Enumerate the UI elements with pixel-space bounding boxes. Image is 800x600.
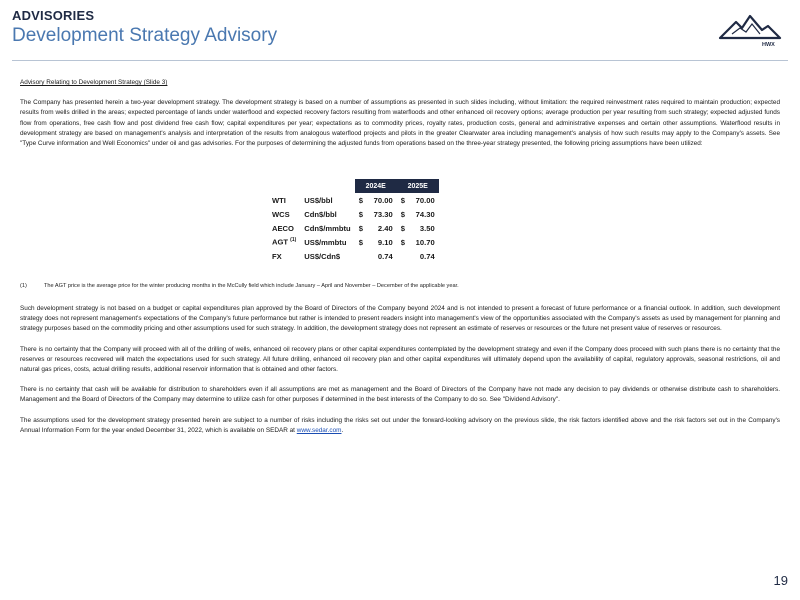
footnote-text: The AGT price is the average price for the winter producing months in the McCully field which include January – April and November – December of the applicable year. — [44, 283, 459, 289]
subheading: Advisory Relating to Development Strategy (Slide 3) — [20, 79, 168, 86]
currency-symbol — [355, 207, 365, 221]
cell-value-text: 0.74 — [377, 251, 393, 261]
row-label-text: WCS — [272, 209, 290, 219]
footnote — [20, 283, 459, 289]
cell-value-text: 73.30 — [373, 209, 393, 219]
row-label — [268, 193, 300, 207]
currency-symbol-text: $ — [358, 195, 363, 205]
cell-value-text: 3.50 — [419, 223, 435, 233]
sedar-link[interactable]: www.sedar.com — [296, 426, 342, 434]
cell-value-text: 0.74 — [419, 251, 435, 261]
table-row — [268, 207, 439, 221]
cell-value-text: 10.70 — [415, 237, 435, 247]
row-unit-text: US$/mmbtu — [304, 237, 347, 247]
row-unit-text: Cdn$/mmbtu — [304, 223, 351, 233]
currency-symbol-text: $ — [400, 209, 405, 219]
superscript-footnote-ref: (1) — [290, 237, 297, 244]
table-row — [268, 221, 439, 235]
section-label: ADVISORIES — [12, 8, 95, 23]
lower-content — [20, 304, 780, 446]
paragraph: There is no certainty that cash will be available for distribution to shareholders even if all assumptions are met as management and the Board of Directors of the Company have not made any decision to pay dividends or otherwise distribute cash to shareholders. Management and the Board of Directors of the Company may determine to utilize cash for other purposes if determined in the best interests of the Company to do so. See "Dividend Advisory". — [20, 386, 780, 404]
currency-symbol — [397, 207, 407, 221]
main-content — [20, 78, 780, 159]
row-unit-text: US$/bbl — [304, 195, 333, 205]
row-unit — [300, 207, 354, 221]
cell-value — [365, 235, 397, 249]
row-unit — [300, 221, 354, 235]
paragraph: Such development strategy is not based on a budget or capital expenditures plan approved by the Board of Directors of the Company beyond 2024 and is not intended to present a forecast of future performance or a financial outlook. In addition, such development strategy does not represent management's expectations of the Company's future performance but rather is intended to present readers insight into management's view of the opportunities associated with the Company's assets as used by management for planning and strategy purposes based on the commodity pricing and other assumptions used for such strategy. In addition, the development strategy does not represent an estimate of reserves or resources or the future net present value of reserves or resources. — [20, 305, 780, 333]
row-label-text: FX — [272, 251, 282, 261]
cell-value — [407, 193, 439, 207]
paragraph — [20, 416, 780, 436]
cell-value-text: 70.00 — [415, 195, 435, 205]
cell-value — [365, 193, 397, 207]
page-title: Development Strategy Advisory — [12, 25, 278, 46]
currency-symbol-text: $ — [358, 209, 363, 219]
cell-value — [407, 221, 439, 235]
cell-value — [365, 249, 397, 263]
paragraph-end: . — [341, 426, 344, 434]
row-label-text: WTI — [272, 195, 286, 205]
cell-value — [407, 207, 439, 221]
currency-symbol — [397, 249, 407, 263]
row-label — [268, 207, 300, 221]
row-label-text: AECO — [272, 223, 294, 233]
cell-value-text: 2.40 — [377, 223, 393, 233]
currency-symbol — [397, 221, 407, 235]
currency-symbol — [355, 235, 365, 249]
cell-value-text: 9.10 — [377, 237, 393, 247]
paragraph: There is no certainty that the Company will proceed with all of the drilling of wells, enhanced oil recovery plans or other capital expenditures contemplated by the development strategy and even if the Company does proceed with such plans there is no certainty that the reserves or resources recovered will match the expectations used for such strategy. All future drilling, enhanced oil recovery plan and other capital expenditures will ultimately depend upon the availability of capital, regulatory approvals, seasonal restrictions, oil and natural gas prices, costs, actual drilling results, additional reservoir information that is obtained and other factors. — [20, 345, 780, 374]
cell-value — [407, 235, 439, 249]
intro-paragraph: The Company has presented herein a two-year development strategy. The development strategy is based on a number of assumptions as presented in such slides including, without limitation: the required reinvestment rates required to maintain production; expected results from wells drilled in the areas; expected percentage of lands under waterflood and expected recovery factors resulting from waterfloods and other enhanced oil recovery options; average production per year resulting from such strategy; expected adjusted funds flow from operations, free cash flow and post dividend free cash flow; capital expenditures per year; expectations as to commodity prices, royalty rates, production costs, general and administrative expenses and certain other assumptions. Waterflood results in development strategy are based on management's analysis and interpretation of the results from analogous waterflood projects and pilots in the greater Clearwater area including management's analysis of how such results may apply to the Company's assets. See "Type Curve information and Well Economics" under oil and gas advisories. For the purposes of determining the adjusted funds from operations based on the three-year strategy presented, the following pricing assumptions have been utilized: — [20, 99, 780, 148]
column-header: 2024E — [355, 179, 397, 193]
header — [12, 8, 277, 48]
currency-symbol-text: $ — [400, 195, 405, 205]
currency-symbol — [397, 235, 407, 249]
company-logo — [718, 12, 782, 48]
row-unit — [300, 249, 354, 263]
currency-symbol-text: $ — [400, 223, 405, 233]
cell-value-text: 74.30 — [415, 209, 435, 219]
row-unit — [300, 193, 354, 207]
page-number: 19 — [773, 573, 788, 588]
row-label — [268, 221, 300, 235]
cell-value — [365, 207, 397, 221]
table-row — [268, 249, 439, 263]
cell-value — [365, 221, 397, 235]
currency-symbol — [397, 193, 407, 207]
currency-symbol-text: $ — [358, 223, 363, 233]
row-label — [268, 249, 300, 263]
row-label-text: AGT — [272, 237, 289, 247]
logo-text: HWX — [762, 42, 775, 48]
row-unit — [300, 235, 354, 249]
currency-symbol-text: $ — [358, 237, 363, 247]
table-row — [268, 193, 439, 207]
currency-symbol-text: $ — [400, 237, 405, 247]
row-label — [268, 235, 300, 249]
pricing-assumptions-table — [268, 179, 439, 263]
paragraph-text: The assumptions used for the development strategy presented herein are subject to a number of risks including the risks set out under the forward-looking advisory on the previous slide, the risk factors identified above and the risk factors set out in the Company's Annual Information Form for the year ended December 31, 2022, which is available on SEDAR at — [20, 416, 780, 434]
column-header: 2025E — [397, 179, 439, 193]
table-row — [268, 235, 439, 249]
footnote-number: (1) — [20, 283, 27, 289]
cell-value-text: 70.00 — [373, 195, 393, 205]
currency-symbol — [355, 193, 365, 207]
currency-symbol — [355, 249, 365, 263]
table-header-row — [268, 179, 439, 193]
header-divider — [12, 60, 788, 61]
row-unit-text: US$/Cdn$ — [304, 251, 341, 261]
currency-symbol — [355, 221, 365, 235]
cell-value — [407, 249, 439, 263]
row-unit-text: Cdn$/bbl — [304, 209, 337, 219]
